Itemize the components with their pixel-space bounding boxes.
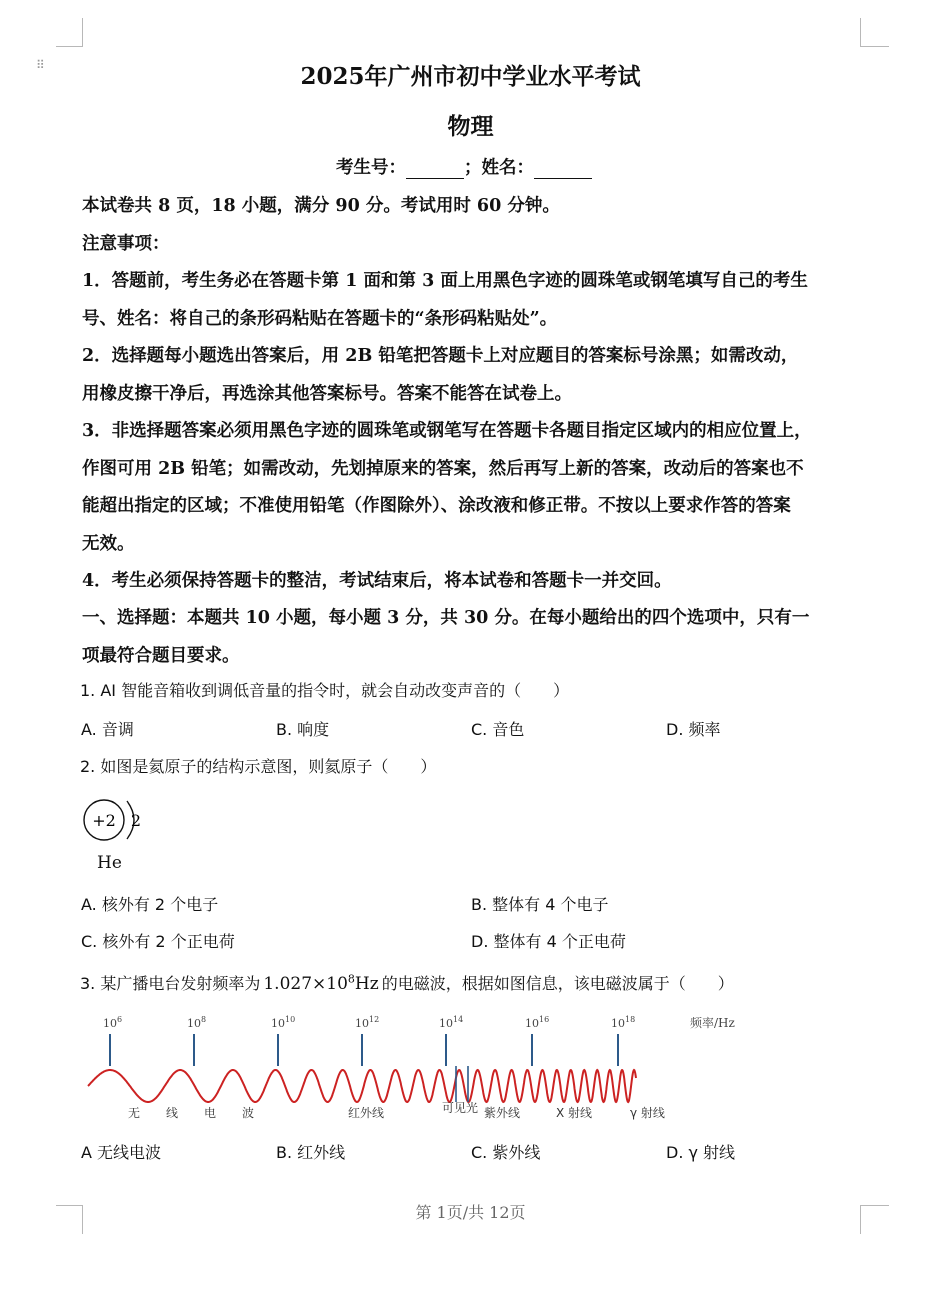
band-label: 可见光: [442, 1101, 479, 1115]
frequency-tick-label: $10^6$: [103, 1015, 123, 1030]
q3-frequency-unit: Hz: [354, 974, 379, 994]
em-wave: [88, 1070, 636, 1102]
q3-frequency-exponent: 8: [347, 972, 355, 986]
band-label: 线: [166, 1106, 179, 1120]
electron-count: 2: [130, 811, 142, 830]
q2-option-c[interactable]: C. 核外有 2 个正电荷: [81, 932, 235, 951]
q1-option-a[interactable]: A. 音调: [81, 720, 134, 739]
question-3-stem: [80, 971, 734, 994]
q3-stem-suffix: 的电磁波，根据如图信息，该电磁波属于（ ）: [381, 974, 734, 993]
band-label: 波: [242, 1106, 255, 1120]
note-line: 作图可用 2B 铅笔；如需改动，先划掉原来的答案，然后再写上新的答案，改动后的答案也不: [82, 459, 804, 479]
question-2-stem: 2. 如图是氦原子的结构示意图，则氦原子（ ）: [80, 757, 437, 776]
note-line: 1．答题前，考生务必在答题卡第 1 面和第 3 面上用黑色字迹的圆珠笔或钢笔填写自己的考生: [82, 271, 808, 291]
section-heading: 项最符合题目要求。: [82, 646, 240, 666]
element-symbol: He: [97, 853, 122, 873]
em-spectrum-diagram: [80, 1010, 735, 1130]
frequency-tick-label: $10^{18}$: [611, 1015, 636, 1030]
candidate-name-blank: [534, 158, 592, 179]
candidate-line: [336, 154, 592, 179]
page-title: 2025年广州市初中学业水平考试: [300, 63, 641, 90]
note-line: 能超出指定的区域；不准使用铅笔（作图除外）、涂改液和修正带。不按以上要求作答的答案: [82, 496, 791, 516]
q2-option-d[interactable]: D. 整体有 4 个正电荷: [471, 932, 626, 951]
frequency-tick-label: $10^{14}$: [439, 1015, 464, 1030]
subject-title: 物理: [447, 113, 494, 140]
frequency-tick-label: $10^{12}$: [355, 1015, 380, 1030]
question-1-stem: 1. AI 智能音箱收到调低音量的指令时，就会自动改变声音的（ ）: [80, 681, 570, 700]
note-line: 号、姓名：将自己的条形码粘贴在答题卡的“条形码粘贴处”。: [82, 309, 558, 329]
candidate-id-label: 考生号：: [336, 158, 406, 178]
note-line: 4．考生必须保持答题卡的整洁，考试结束后，将本试卷和答题卡一并交回。: [82, 571, 672, 591]
note-line: 用橡皮擦干净后，再选涂其他答案标号。答案不能答在试卷上。: [82, 384, 572, 404]
band-label: 电: [204, 1106, 217, 1120]
q1-option-d[interactable]: D. 频率: [666, 720, 721, 739]
q2-option-b[interactable]: B. 整体有 4 个电子: [471, 895, 609, 914]
q3-frequency-coefficient: 1.027×10: [263, 974, 348, 994]
q1-option-b[interactable]: B. 响度: [276, 720, 330, 739]
section-heading: 一、选择题：本题共 10 小题，每小题 3 分，共 30 分。在每小题给出的四个选项中，只有一: [82, 608, 810, 628]
nucleus-charge: +2: [92, 811, 116, 830]
frequency-tick-label: $10^{16}$: [525, 1015, 550, 1030]
band-label: X 射线: [556, 1106, 593, 1120]
candidate-name-label: ；姓名：: [464, 158, 534, 178]
q2-option-a[interactable]: A. 核外有 2 个电子: [81, 895, 219, 914]
crop-mark-top-left: [56, 18, 83, 47]
page-footer: 第 1页/共 12页: [415, 1203, 526, 1222]
q3-option-a[interactable]: A 无线电波: [81, 1143, 162, 1162]
band-label: 无: [128, 1106, 141, 1120]
frequency-tick-label: $10^8$: [187, 1015, 207, 1030]
frequency-axis-label: 频率/Hz: [690, 1016, 735, 1030]
q3-option-b[interactable]: B. 红外线: [276, 1143, 346, 1162]
band-label: γ 射线: [630, 1106, 665, 1120]
notes-heading: 注意事项：: [82, 234, 170, 254]
candidate-id-blank: [406, 158, 464, 179]
q3-option-c[interactable]: C. 紫外线: [471, 1143, 541, 1162]
q1-option-c[interactable]: C. 音色: [471, 720, 525, 739]
frequency-tick-label: $10^{10}$: [271, 1015, 296, 1030]
band-label: 红外线: [348, 1106, 385, 1120]
band-label: 紫外线: [484, 1106, 521, 1120]
note-line: 2．选择题每小题选出答案后，用 2B 铅笔把答题卡上对应题目的答案标号涂黑；如需改动，: [82, 346, 799, 366]
crop-mark-top-right: [860, 18, 889, 47]
q3-stem-prefix: 3. 某广播电台发射频率为: [80, 974, 261, 993]
exam-intro: 本试卷共 8 页，18 小题，满分 90 分。考试用时 60 分钟。: [82, 196, 560, 216]
note-line: 无效。: [82, 534, 135, 554]
q3-option-d[interactable]: D. γ 射线: [666, 1143, 736, 1162]
note-line: 3．非选择题答案必须用黑色字迹的圆珠笔或钢笔写在答题卡各题目指定区域内的相应位置上，: [82, 421, 812, 441]
drag-handle-icon[interactable]: ⠿: [36, 58, 46, 72]
